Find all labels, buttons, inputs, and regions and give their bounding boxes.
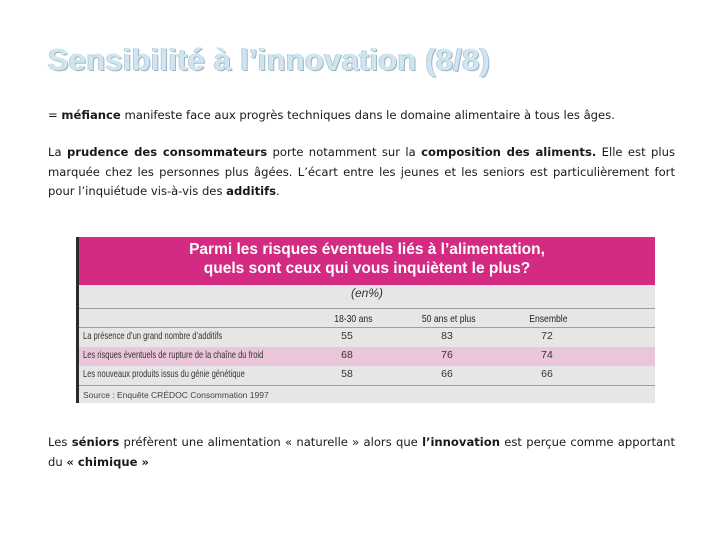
survey-table-image bbox=[76, 237, 655, 403]
row-label: Les nouveaux produits issus du génie génétique bbox=[83, 368, 245, 380]
row-label: Les risques éventuels de rupture de la chaîne du froid bbox=[83, 349, 264, 361]
p2-text-3: Elle est plus marquée chez les personnes plus âgées. L’écart entre les jeunes et les seniors est particulièrement fort pour l’inquiétude vis-à-vis des bbox=[48, 145, 675, 198]
p2-text-4: . bbox=[276, 184, 280, 198]
p3-text-2: préfèrent une alimentation « naturelle » alors que bbox=[119, 435, 423, 449]
intro-paragraph bbox=[48, 106, 675, 126]
intro-prefix: = bbox=[48, 108, 62, 122]
cell-ensemble: 74 bbox=[541, 349, 553, 361]
cell-50-plus: 83 bbox=[441, 330, 453, 342]
p2-bold-1: prudence des consommateurs bbox=[66, 145, 268, 159]
p3-bold-2: l’innovation bbox=[422, 435, 501, 449]
table-divider bbox=[79, 308, 655, 309]
slide-title: Sensibilité à l’innovation (8/8) bbox=[48, 42, 491, 77]
cell-ensemble: 66 bbox=[541, 368, 553, 380]
column-header-ensemble: Ensemble bbox=[529, 313, 568, 325]
cell-18-30: 58 bbox=[341, 368, 353, 380]
column-header-50-plus: 50 ans et plus bbox=[421, 313, 476, 325]
cell-50-plus: 76 bbox=[441, 349, 453, 361]
p3-text-3: est perçue comme apportant du bbox=[48, 435, 675, 469]
p2-bold-3: additifs bbox=[226, 184, 277, 198]
column-header-18-30: 18-30 ans bbox=[334, 313, 373, 325]
p2-text-2: porte notamment sur la bbox=[267, 145, 422, 159]
cell-18-30: 55 bbox=[341, 330, 353, 342]
table-header-line-2: quels sont ceux qui vous inquiètent le plus? bbox=[203, 260, 531, 277]
table-row bbox=[79, 347, 655, 366]
row-label: La présence d’un grand nombre d’additifs bbox=[83, 330, 223, 342]
intro-bold-mefiance: méfiance bbox=[61, 108, 121, 122]
table-row bbox=[79, 366, 655, 385]
intro-rest: manifeste face aux progrès techniques dans le domaine alimentaire à tous les âges. bbox=[120, 108, 615, 122]
cell-50-plus: 66 bbox=[441, 368, 453, 380]
table-divider bbox=[79, 385, 655, 386]
table-source: Source : Enquête CRÉDOC Consommation 1997 bbox=[83, 390, 269, 400]
p3-bold-3: « chimique » bbox=[66, 454, 150, 469]
table-header bbox=[79, 237, 655, 285]
table-header-line-1: Parmi les risques éventuels liés à l’alimentation, bbox=[189, 241, 545, 258]
prudence-paragraph bbox=[48, 143, 675, 202]
p2-text-1: La bbox=[48, 145, 67, 159]
table-unit: (en%) bbox=[350, 286, 383, 300]
p3-bold-1: séniors bbox=[71, 435, 120, 449]
seniors-paragraph bbox=[48, 433, 675, 472]
table-row bbox=[79, 328, 655, 347]
cell-ensemble: 72 bbox=[541, 330, 553, 342]
p2-bold-2: composition des aliments. bbox=[421, 145, 597, 159]
p3-text-1: Les bbox=[48, 435, 72, 449]
cell-18-30: 68 bbox=[341, 349, 353, 361]
